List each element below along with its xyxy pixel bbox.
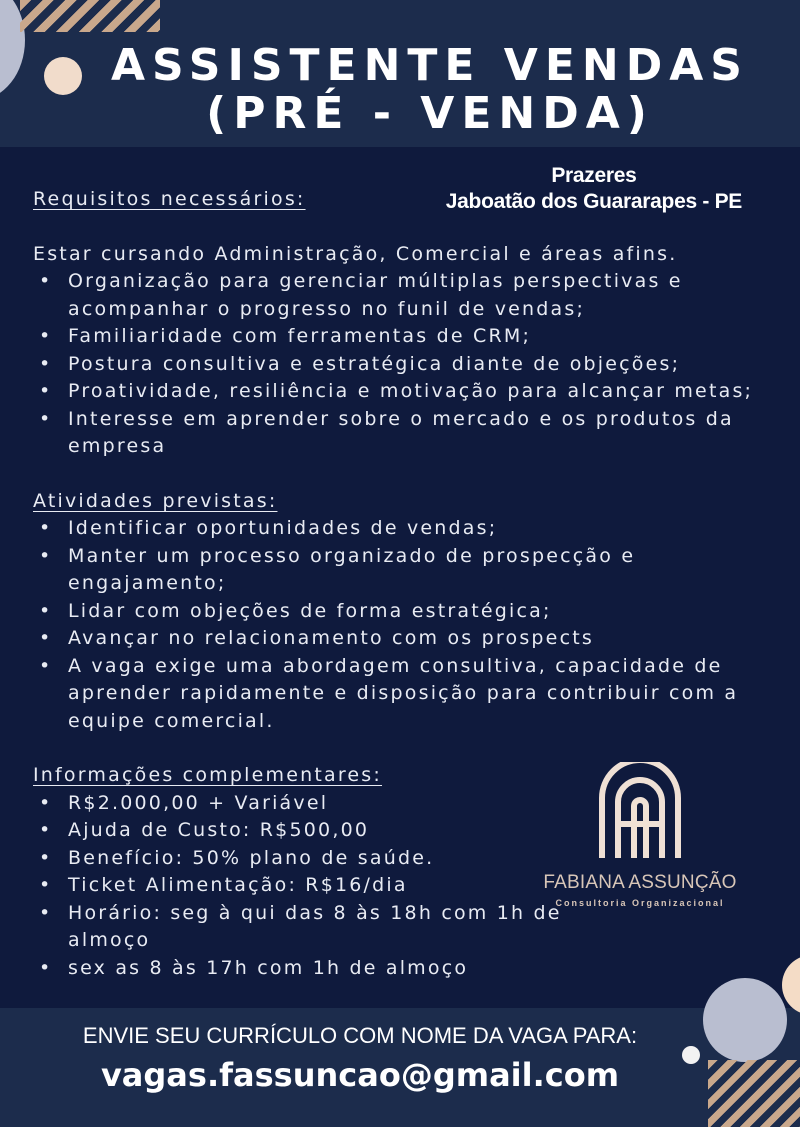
- decorative-dot: [44, 57, 82, 95]
- list-item: • R$2.000,00 + Variável: [33, 790, 593, 818]
- brand-subtitle: Consultoria Organizacional: [555, 898, 725, 908]
- list-item: • Lidar com objeções de forma estratégica;: [33, 598, 773, 626]
- brand-name: FABIANA ASSUNÇÃO: [543, 872, 737, 893]
- activities-list: [33, 515, 773, 735]
- list-item: • Proatividade, resiliência e motivação para alcançar metas;: [33, 378, 773, 406]
- fa-monogram-icon: [598, 762, 682, 860]
- list-item: • Organização para gerenciar múltiplas perspectivas e acompanhar o progresso no funil de vendas;: [33, 268, 773, 323]
- list-item: • Avançar no relacionamento com os prospects: [33, 625, 773, 653]
- decorative-dot: [682, 1046, 700, 1064]
- list-item: • sex as 8 às 17h com 1h de almoço: [33, 955, 593, 983]
- info-title: Informações complementares:: [33, 764, 383, 786]
- decorative-stripes: [20, 0, 160, 32]
- list-item: • Familiaridade com ferramentas de CRM;: [33, 323, 773, 351]
- location-city: Jaboatão dos Guararapes - PE: [445, 190, 742, 213]
- requirements-list: [33, 268, 773, 461]
- requirements-intro: Estar cursando Administração, Comercial e áreas afins.: [33, 242, 678, 265]
- list-item: • Manter um processo organizado de prospecção e engajamento;: [33, 543, 773, 598]
- contact-email: vagas.fassuncao@gmail.com: [100, 1056, 620, 1094]
- list-item: • Ajuda de Custo: R$500,00: [33, 817, 593, 845]
- list-item: • Postura consultiva e estratégica diante de objeções;: [33, 351, 773, 379]
- activities-title: Atividades previstas:: [33, 489, 278, 512]
- list-item: • A vaga exige uma abordagem consultiva, capacidade de aprender rapidamente e disposição para contribuir com a equipe comercial.: [33, 653, 773, 736]
- job-title-line1: ASSISTENTE VENDAS: [111, 40, 749, 91]
- decorative-stripes: [708, 1060, 800, 1127]
- company-logo: [520, 762, 760, 912]
- cta-text: ENVIE SEU CURRÍCULO COM NOME DA VAGA PARA:: [82, 1023, 638, 1048]
- list-item: • Identificar oportunidades de vendas;: [33, 515, 773, 543]
- job-title-line2: (PRÉ - VENDA): [206, 88, 654, 139]
- requirements-title: Requisitos necessários:: [33, 188, 306, 210]
- list-item: • Benefício: 50% plano de saúde.: [33, 845, 593, 873]
- info-list: [33, 790, 593, 983]
- job-title: [90, 42, 770, 138]
- decorative-circle: [703, 978, 787, 1062]
- list-item: • Ticket Alimentação: R$16/dia: [33, 872, 593, 900]
- location-neighborhood: Prazeres: [551, 164, 637, 187]
- list-item: • Horário: seg à qui das 8 às 18h com 1h de almoço: [33, 900, 593, 955]
- header-band: [0, 0, 800, 147]
- list-item: • Interesse em aprender sobre o mercado e os produtos da empresa: [33, 406, 773, 461]
